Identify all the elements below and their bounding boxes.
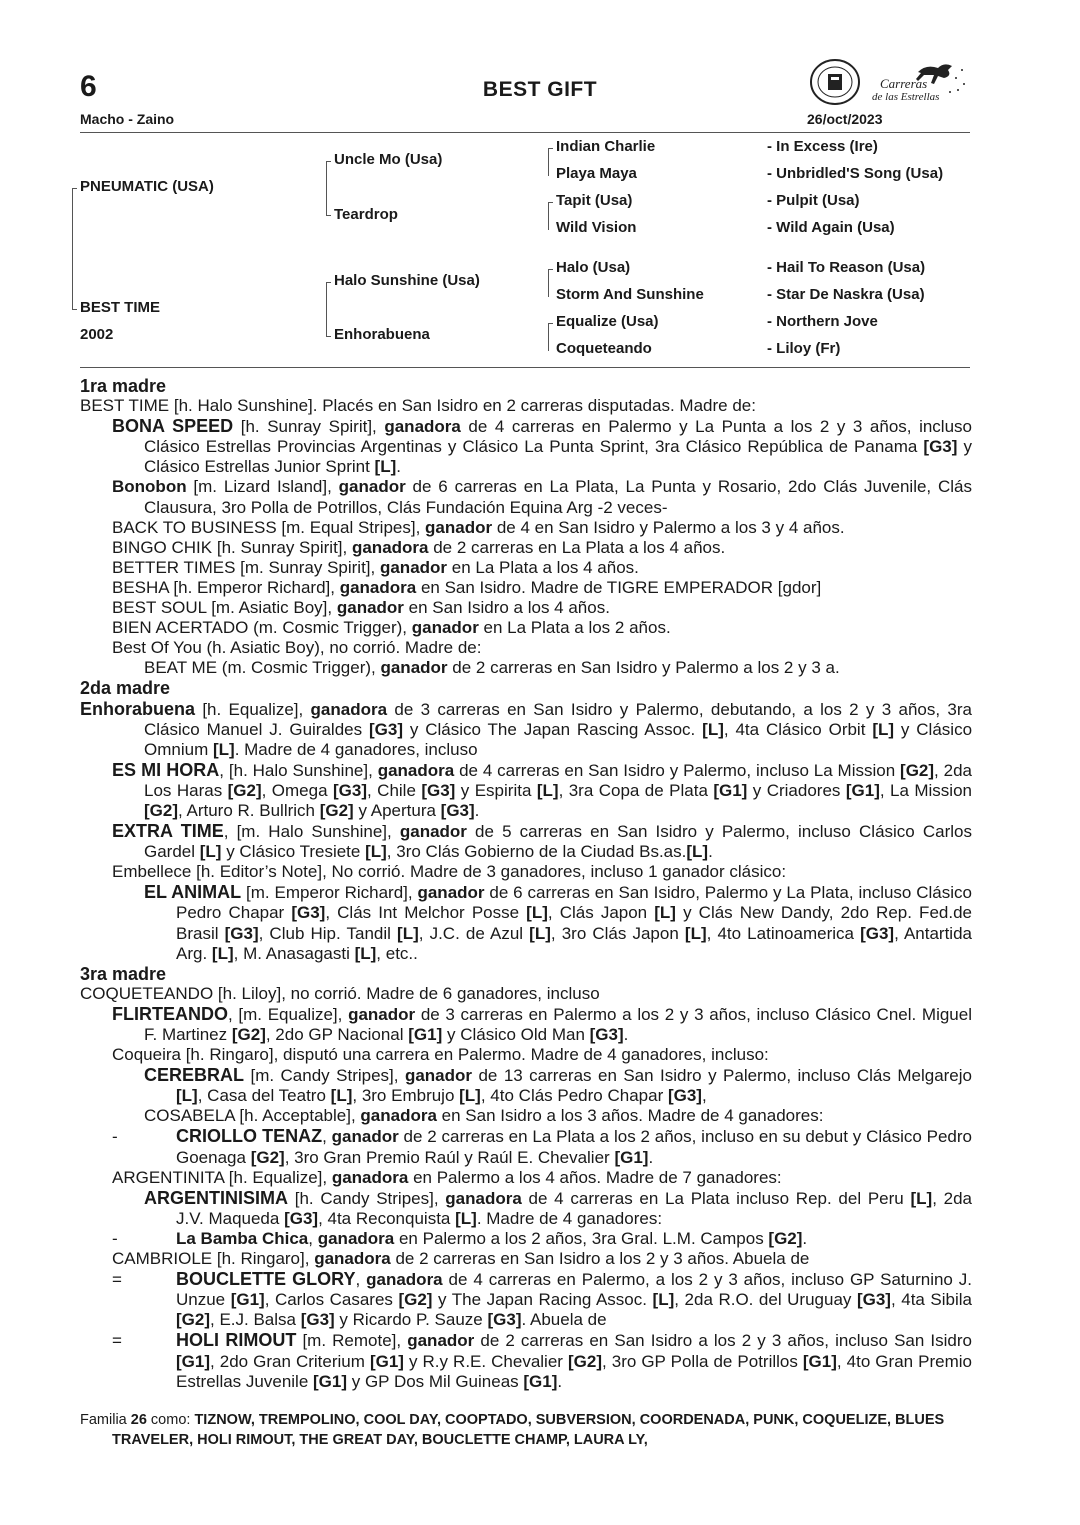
bracket-line [548,269,549,297]
g4-2: - Unbridled'S Song (Usa) [767,165,944,182]
offspring-entry: CEREBRAL [m. Candy Stripes], ganador de 13 carreras en San Isidro y Palermo, incluso Clás Melgarejo [L], Casa del Teatro [L], 3ro Embrujo [L], 4to Clás Pedro Chapar [G3], [144,1065,972,1106]
dam-sire: Halo Sunshine (Usa) [334,272,480,289]
g3-6: Storm And Sunshine [556,286,704,303]
g3-3: Tapit (Usa) [556,192,633,209]
section-title-2da-madre: 2da madre [80,678,171,699]
offspring-entry: BIEN ACERTADO (m. Cosmic Trigger), ganador en La Plata a los 2 años. [112,618,671,638]
offspring-entry: Bonobon [m. Lizard Island], ganador de 6 carreras en La Plata, La Punta y Rosario, 2do Clás Juvenile, Clás Clausura, 3ro Polla de Potrillos, Clás Fundación Equina Arg -2 veces- [112,477,972,517]
bracket-line [548,323,553,324]
bracket-line [326,282,327,337]
offspring-entry: CAMBRIOLE [h. Ringaro], ganadora de 2 carreras en San Isidro a los 2 y 3 años. Abuela de [112,1249,810,1269]
offspring-entry: EL ANIMAL [m. Emperor Richard], ganador de 6 carreras en San Isidro, Palermo y La Plata, incluso Clásico Pedro Chapar [G3], Clás Int Melchor Posse [L], Clás Japon [L] y Clás New Dandy, 2do Rep. Fed.de Brasil [G3], Club Hip. Tandil [L], J.C. de Azul [L], 3ro Clás Japon [L], 4to Latinoamerica [G3], Antartida Arg. [L], M. Anasagasti [L], etc.. [144,882,972,963]
offspring-entry: BACK TO BUSINESS [m. Equal Stripes], ganador de 4 en San Isidro y Palermo a los 3 y 4 años. [112,517,845,537]
g3-7: Equalize (Usa) [556,313,659,330]
carreras-estrellas-logo-icon [866,58,970,104]
logo-text-2: de las Estrellas [872,91,940,103]
offspring-entry: FLIRTEANDO, [m. Equalize], ganador de 3 carreras en Palermo a los 2 y 3 años, incluso Clásico Cnel. Miguel F. Martinez [G2], 2do GP Nacional [G1] y Clásico Old Man [G3]. [112,1003,972,1044]
bracket-line [72,309,77,310]
g4-7: - Northern Jove [767,313,878,330]
dam-dam: Enhorabuena [334,326,430,343]
bracket-line [548,202,549,230]
sex-color: Macho - Zaino [80,111,175,127]
offspring-entry: - CRIOLLO TENAZ, ganador de 2 carreras en La Plata a los 2 años, incluso en su debut y Clásico Pedro Goenaga [G2], 3ro Gran Premio Raúl y Raúl E. Chevalier [G1]. [112,1126,972,1167]
offspring-entry: BINGO CHIK [h. Sunray Spirit], ganadora de 2 carreras en La Plata a los 4 años. [112,537,726,557]
bracket-line [326,282,331,283]
family-number: 26 [130,1412,147,1428]
g4-3: - Pulpit (Usa) [767,192,860,209]
pedigree-rule [80,367,970,368]
g4-6: - Star De Naskra (Usa) [767,286,925,303]
bracket-line [326,161,327,216]
offspring-entry: ARGENTINISIMA [h. Candy Stripes], ganadora de 4 carreras en La Plata incluso Rep. del Peru [L], 2da J.V. Maqueda [G3], 4ta Reconquista [L]. Madre de 4 ganadores: [144,1187,973,1228]
bracket-line [326,161,331,162]
offspring-entry: BETTER TIMES [m. Sunray Spirit], ganador en La Plata a los 4 años. [112,557,639,577]
g4-1: - In Excess (Ire) [767,138,878,155]
offspring-entry: Embellece [h. Editor’s Note], No corrió. Madre de 3 ganadores, incluso 1 ganador clásico: [112,862,787,882]
offspring-entry: BONA SPEED [h. Sunray Spirit], ganadora de 4 carreras en Palermo y La Punta a los 2 y 3 años, incluso Clásico Estrellas Provincias Argentinas y Clásico La Punta Sprint, 3ra Clásico República de Panama [G3] y Clásico Estrellas Junior Sprint [L]. [112,416,972,477]
sire-sire: Uncle Mo (Usa) [334,151,443,168]
offspring-entry: BEST SOUL [m. Asiatic Boy], ganador en San Isidro a los 4 años. [112,598,610,618]
dam-line-notes [80,376,972,1392]
dam-entry: BEST TIME [h. Halo Sunshine]. Placés en San Isidro en 2 carreras disputadas. Madre de: [80,396,756,416]
offspring-entry: Coqueira [h. Ringaro], disputó una carrera en Palermo. Madre de 4 ganadores, incluso: [112,1045,769,1065]
catalog-date: 26/oct/2023 [807,111,883,127]
sire: PNEUMATIC (USA) [80,178,214,195]
g4-5: - Hail To Reason (Usa) [767,259,926,276]
breeders-cup-seal-icon [808,58,862,106]
bracket-line [548,148,553,149]
sire-dam: Teardrop [334,206,398,223]
offspring-entry: ES MI HORA, [h. Halo Sunshine], ganadora de 4 carreras en San Isidro y Palermo, incluso La Mission [G2], 2da Los Haras [G2], Omega [G3], Chile [G3] y Espirita [L], 3ra Copa de Plata [G1] y Criadores [G1], La Mission [G2], Arturo R. Bullrich [G2] y Apertura [G3]. [112,759,972,820]
bracket-line [548,148,549,176]
g3-5: Halo (Usa) [556,259,631,276]
bracket-line [326,336,331,337]
g4-4: - Wild Again (Usa) [767,219,895,236]
horse-name: BEST GIFT [482,78,598,101]
family-footer [80,1410,972,1450]
dam-entry: Enhorabuena [h. Equalize], ganadora de 3 carreras en San Isidro y Palermo, debutando, a los 2 y 3 años, 3ra Clásico Manuel J. Guiraldes [G3] y Clásico The Japan Rascing Assoc. [L], 4ta Clásico Orbit [L] y Clásico Omnium [L]. Madre de 4 ganadores, incluso [80,698,973,759]
family-como: como: [146,1412,195,1428]
offspring-entry: BEAT ME (m. Cosmic Trigger), ganador de 2 carreras en San Isidro y Palermo a los 2 y 3 a. [144,658,840,678]
bracket-line [326,215,331,216]
offspring-entry: EXTRA TIME, [m. Halo Sunshine], ganador de 5 carreras en San Isidro y Palermo, incluso Clásico Carlos Gardel [L] y Clásico Tresiete [L], 3ro Clás Gobierno de la Ciudad Bs.as.[L]. [112,821,972,862]
dam-entry: COQUETEANDO [h. Liloy], no corrió. Madre de 6 ganadores, incluso [80,983,600,1003]
family-prefix: Familia [80,1412,131,1428]
g4-8: - Liloy (Fr) [767,340,841,357]
bracket-line [72,188,77,189]
entry-number: 6 [80,70,97,103]
offspring-entry: ARGENTINITA [h. Equalize], ganadora en Palermo a los 4 años. Madre de 7 ganadores: [112,1167,782,1187]
offspring-entry: COSABELA [h. Acceptable], ganadora en San Isidro a los 3 años. Madre de 4 ganadores: [144,1106,824,1126]
section-title-1ra-madre: 1ra madre [80,376,167,396]
bracket-line [72,188,73,310]
g3-2: Playa Maya [556,165,637,182]
offspring-entry: BESHA [h. Emperor Richard], ganadora en San Isidro. Madre de TIGRE EMPERADOR [gdor] [112,577,822,597]
section-title-3ra-madre: 3ra madre [80,963,167,984]
offspring-entry: - La Bamba Chica, ganadora en Palermo a los 2 años, 3ra Gral. L.M. Campos [G2]. [112,1228,808,1248]
g3-1: Indian Charlie [556,138,656,155]
header-rule [80,132,970,133]
dam: BEST TIME [80,299,161,316]
offspring-entry: = HOLI RIMOUT [m. Remote], ganador de 2 carreras en San Isidro a los 2 y 3 años, incluso San Isidro [G1], 2do Gran Criterium [G1] y R.y R.E. Chevalier [G2], 3ro GP Polla de Potrillos [G1], 4to Gran Premio Estrellas Juvenile [G1] y GP Dos Mil Guineas [G1]. [112,1330,972,1391]
logo-text-1: Carreras [880,76,928,91]
offspring-entry: = BOUCLETTE GLORY, ganadora de 4 carreras en Palermo, a los 2 y 3 años, incluso GP Saturnino J. Unzue [G1], Carlos Casares [G2] y The Japan Racing Assoc. [L], 2da R.O. del Uruguay [G3], 4ta Sibila [G2], E.J. Balsa [G3] y Ricardo P. Sauze [G3]. Abuela de [112,1269,972,1330]
dam-year: 2002 [80,326,114,343]
family-names: TIZNOW, TREMPOLINO, COOL DAY, COOPTADO, SUBVERSION, COORDENADA, PUNK, COQUELIZE, BLUES TRAVELER, HOLI RIMOUT, THE GREAT DAY, BOUCLETTE CHAMP, LAURA LY, [112,1412,945,1448]
bracket-line [548,323,549,351]
g3-8: Coqueteando [556,340,652,357]
bracket-line [548,202,553,203]
bracket-line [548,269,553,270]
g3-4: Wild Vision [556,219,637,236]
offspring-entry: Best Of You (h. Asiatic Boy), no corrió. Madre de: [112,638,482,658]
